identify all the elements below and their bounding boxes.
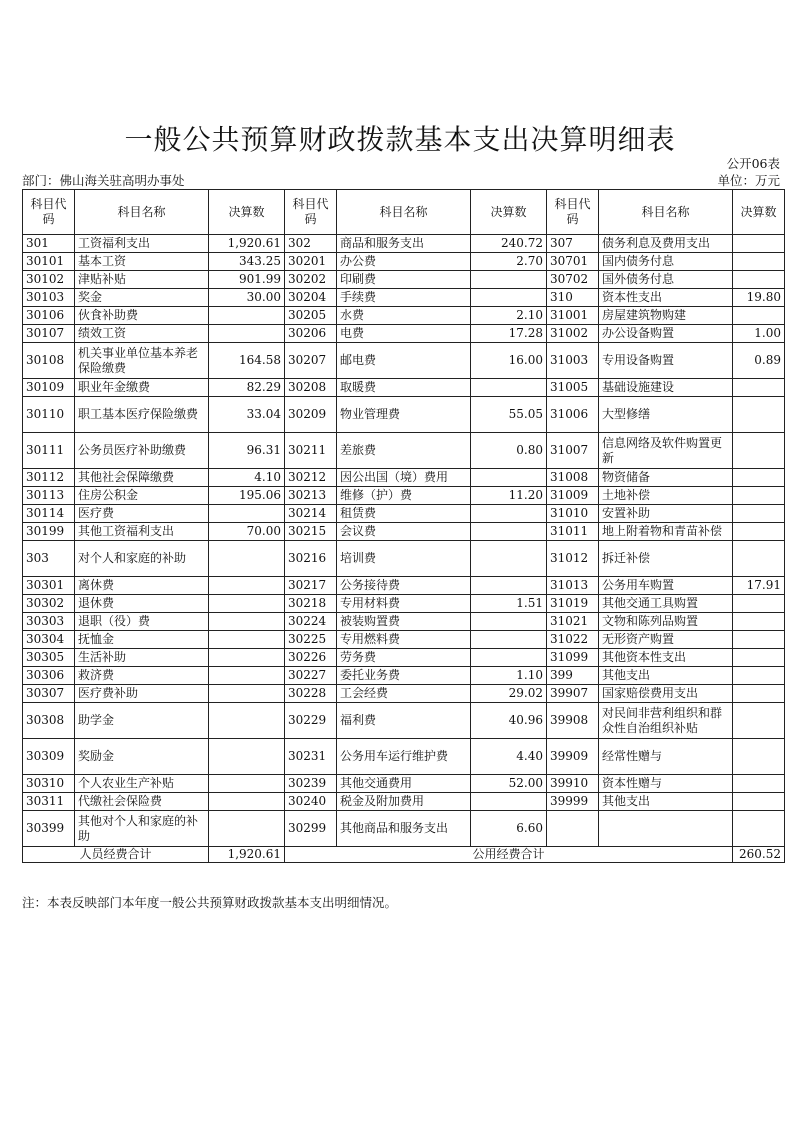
cell-code: 31012 bbox=[547, 541, 599, 577]
footnote: 注：本表反映部门本年度一般公共预算财政拨款基本支出明细情况。 bbox=[22, 895, 398, 910]
table-header-row bbox=[23, 190, 785, 235]
cell-amount: 2.70 bbox=[471, 253, 547, 271]
cell-code: 30305 bbox=[23, 649, 75, 667]
cell-name: 会议费 bbox=[337, 523, 471, 541]
cell-code: 399 bbox=[547, 667, 599, 685]
cell-name: 其他支出 bbox=[599, 793, 733, 811]
cell-code: 30299 bbox=[285, 811, 337, 847]
cell-amount bbox=[471, 505, 547, 523]
cell-code: 30204 bbox=[285, 289, 337, 307]
cell-name: 培训费 bbox=[337, 541, 471, 577]
header-code: 科目代码 bbox=[547, 190, 599, 235]
cell-amount bbox=[209, 307, 285, 325]
cell-code: 31003 bbox=[547, 343, 599, 379]
cell-code: 30106 bbox=[23, 307, 75, 325]
cell-code: 39909 bbox=[547, 739, 599, 775]
table-row bbox=[23, 685, 785, 703]
cell-name: 奖励金 bbox=[75, 739, 209, 775]
cell-amount bbox=[733, 307, 785, 325]
cell-code: 31001 bbox=[547, 307, 599, 325]
cell-code: 31005 bbox=[547, 379, 599, 397]
cell-amount bbox=[733, 775, 785, 793]
cell-name: 救济费 bbox=[75, 667, 209, 685]
cell-code: 30109 bbox=[23, 379, 75, 397]
cell-name: 对民间非营利组织和群众性自治组织补贴 bbox=[599, 703, 733, 739]
cell-name: 水费 bbox=[337, 307, 471, 325]
cell-amount: 2.10 bbox=[471, 307, 547, 325]
cell-code: 30228 bbox=[285, 685, 337, 703]
cell-code: 30311 bbox=[23, 793, 75, 811]
cell-amount: 16.00 bbox=[471, 343, 547, 379]
cell-amount bbox=[733, 739, 785, 775]
personnel-total-label: 人员经费合计 bbox=[23, 847, 209, 863]
cell-amount bbox=[733, 541, 785, 577]
cell-amount: 1.00 bbox=[733, 325, 785, 343]
cell-code: 30306 bbox=[23, 667, 75, 685]
cell-name: 债务利息及费用支出 bbox=[599, 235, 733, 253]
cell-code: 30113 bbox=[23, 487, 75, 505]
cell-code: 30114 bbox=[23, 505, 75, 523]
cell-code: 30213 bbox=[285, 487, 337, 505]
table-row bbox=[23, 289, 785, 307]
cell-name: 取暖费 bbox=[337, 379, 471, 397]
cell-amount: 4.40 bbox=[471, 739, 547, 775]
cell-name: 因公出国（境）费用 bbox=[337, 469, 471, 487]
cell-name: 拆迁补偿 bbox=[599, 541, 733, 577]
cell-name: 资本性支出 bbox=[599, 289, 733, 307]
cell-amount: 17.91 bbox=[733, 577, 785, 595]
cell-code: 30212 bbox=[285, 469, 337, 487]
table-row bbox=[23, 541, 785, 577]
cell-name: 地上附着物和青苗补偿 bbox=[599, 523, 733, 541]
table-row bbox=[23, 523, 785, 541]
cell-amount: 901.99 bbox=[209, 271, 285, 289]
cell-amount bbox=[209, 685, 285, 703]
cell-code: 30301 bbox=[23, 577, 75, 595]
cell-code: 30110 bbox=[23, 397, 75, 433]
cell-name bbox=[599, 811, 733, 847]
cell-amount: 164.58 bbox=[209, 343, 285, 379]
cell-name: 商品和服务支出 bbox=[337, 235, 471, 253]
cell-amount bbox=[209, 325, 285, 343]
cell-code: 30199 bbox=[23, 523, 75, 541]
cell-name: 税金及附加费用 bbox=[337, 793, 471, 811]
cell-code: 30206 bbox=[285, 325, 337, 343]
cell-name: 经常性赠与 bbox=[599, 739, 733, 775]
cell-name: 印刷费 bbox=[337, 271, 471, 289]
cell-code: 30308 bbox=[23, 703, 75, 739]
cell-code: 31099 bbox=[547, 649, 599, 667]
cell-name: 物业管理费 bbox=[337, 397, 471, 433]
cell-name: 被装购置费 bbox=[337, 613, 471, 631]
cell-name: 退职（役）费 bbox=[75, 613, 209, 631]
cell-name: 手续费 bbox=[337, 289, 471, 307]
cell-amount bbox=[471, 271, 547, 289]
cell-name: 离休费 bbox=[75, 577, 209, 595]
cell-code: 30701 bbox=[547, 253, 599, 271]
cell-code: 30229 bbox=[285, 703, 337, 739]
expenditure-table bbox=[22, 189, 785, 863]
cell-amount bbox=[733, 667, 785, 685]
cell-name: 职业年金缴费 bbox=[75, 379, 209, 397]
cell-amount bbox=[209, 613, 285, 631]
cell-code: 30209 bbox=[285, 397, 337, 433]
unit-label: 单位：万元 bbox=[717, 173, 780, 188]
cell-name: 安置补助 bbox=[599, 505, 733, 523]
cell-amount bbox=[733, 649, 785, 667]
cell-name: 伙食补助费 bbox=[75, 307, 209, 325]
cell-name: 租赁费 bbox=[337, 505, 471, 523]
cell-code: 30218 bbox=[285, 595, 337, 613]
public-total-label: 公用经费合计 bbox=[285, 847, 733, 863]
cell-amount bbox=[209, 775, 285, 793]
header-name: 科目名称 bbox=[337, 190, 471, 235]
cell-name: 房屋建筑物购建 bbox=[599, 307, 733, 325]
cell-name: 公务接待费 bbox=[337, 577, 471, 595]
cell-amount: 52.00 bbox=[471, 775, 547, 793]
header-name: 科目名称 bbox=[599, 190, 733, 235]
cell-amount: 195.06 bbox=[209, 487, 285, 505]
cell-name: 国家赔偿费用支出 bbox=[599, 685, 733, 703]
public-total-value: 260.52 bbox=[733, 847, 785, 863]
cell-name: 津贴补贴 bbox=[75, 271, 209, 289]
table-row bbox=[23, 487, 785, 505]
cell-name: 其他社会保障缴费 bbox=[75, 469, 209, 487]
cell-amount bbox=[733, 811, 785, 847]
table-body bbox=[23, 235, 785, 847]
cell-name: 生活补助 bbox=[75, 649, 209, 667]
cell-code: 30208 bbox=[285, 379, 337, 397]
cell-name: 机关事业单位基本养老保险缴费 bbox=[75, 343, 209, 379]
table-row bbox=[23, 775, 785, 793]
cell-amount bbox=[471, 613, 547, 631]
cell-name: 职工基本医疗保险缴费 bbox=[75, 397, 209, 433]
cell-amount: 29.02 bbox=[471, 685, 547, 703]
cell-amount bbox=[733, 379, 785, 397]
cell-amount bbox=[209, 667, 285, 685]
table-row bbox=[23, 739, 785, 775]
cell-amount: 17.28 bbox=[471, 325, 547, 343]
table-row bbox=[23, 379, 785, 397]
table-row bbox=[23, 505, 785, 523]
header-amount: 决算数 bbox=[209, 190, 285, 235]
table-row bbox=[23, 577, 785, 595]
cell-name: 其他支出 bbox=[599, 667, 733, 685]
table-row bbox=[23, 631, 785, 649]
cell-amount bbox=[733, 271, 785, 289]
cell-amount bbox=[733, 613, 785, 631]
cell-name: 无形资产购置 bbox=[599, 631, 733, 649]
cell-amount bbox=[733, 433, 785, 469]
cell-name: 国内债务付息 bbox=[599, 253, 733, 271]
cell-name: 工资福利支出 bbox=[75, 235, 209, 253]
cell-amount bbox=[209, 793, 285, 811]
header-amount: 决算数 bbox=[733, 190, 785, 235]
page-title: 一般公共预算财政拨款基本支出决算明细表 bbox=[124, 123, 676, 156]
cell-code: 30224 bbox=[285, 613, 337, 631]
cell-name: 专用燃料费 bbox=[337, 631, 471, 649]
cell-amount: 19.80 bbox=[733, 289, 785, 307]
table-row bbox=[23, 793, 785, 811]
cell-name: 物资储备 bbox=[599, 469, 733, 487]
cell-name: 维修（护）费 bbox=[337, 487, 471, 505]
cell-code: 30215 bbox=[285, 523, 337, 541]
cell-code: 39907 bbox=[547, 685, 599, 703]
cell-name: 电费 bbox=[337, 325, 471, 343]
cell-code: 30702 bbox=[547, 271, 599, 289]
cell-name: 专用设备购置 bbox=[599, 343, 733, 379]
form-number: 公开06表 bbox=[726, 156, 780, 171]
cell-amount: 40.96 bbox=[471, 703, 547, 739]
cell-code bbox=[547, 811, 599, 847]
cell-amount bbox=[471, 379, 547, 397]
cell-code: 30239 bbox=[285, 775, 337, 793]
cell-code: 31007 bbox=[547, 433, 599, 469]
table-row bbox=[23, 613, 785, 631]
table-row bbox=[23, 307, 785, 325]
cell-amount bbox=[209, 703, 285, 739]
table-row bbox=[23, 271, 785, 289]
cell-code: 30240 bbox=[285, 793, 337, 811]
cell-code: 30207 bbox=[285, 343, 337, 379]
cell-name: 代缴社会保险费 bbox=[75, 793, 209, 811]
cell-code: 30201 bbox=[285, 253, 337, 271]
cell-name: 公务员医疗补助缴费 bbox=[75, 433, 209, 469]
cell-name: 绩效工资 bbox=[75, 325, 209, 343]
cell-amount: 30.00 bbox=[209, 289, 285, 307]
cell-amount: 55.05 bbox=[471, 397, 547, 433]
cell-code: 30108 bbox=[23, 343, 75, 379]
cell-amount bbox=[733, 703, 785, 739]
cell-amount bbox=[733, 487, 785, 505]
cell-code: 302 bbox=[285, 235, 337, 253]
cell-code: 30205 bbox=[285, 307, 337, 325]
cell-code: 30202 bbox=[285, 271, 337, 289]
cell-name: 劳务费 bbox=[337, 649, 471, 667]
cell-name: 其他对个人和家庭的补助 bbox=[75, 811, 209, 847]
cell-code: 30107 bbox=[23, 325, 75, 343]
cell-code: 303 bbox=[23, 541, 75, 577]
cell-amount bbox=[471, 577, 547, 595]
cell-amount bbox=[209, 649, 285, 667]
cell-name: 文物和陈列品购置 bbox=[599, 613, 733, 631]
cell-code: 30227 bbox=[285, 667, 337, 685]
cell-code: 30111 bbox=[23, 433, 75, 469]
cell-amount: 1.51 bbox=[471, 595, 547, 613]
cell-code: 31013 bbox=[547, 577, 599, 595]
cell-name: 福利费 bbox=[337, 703, 471, 739]
cell-amount: 6.60 bbox=[471, 811, 547, 847]
cell-code: 30303 bbox=[23, 613, 75, 631]
cell-code: 31006 bbox=[547, 397, 599, 433]
cell-amount: 1,920.61 bbox=[209, 235, 285, 253]
cell-name: 邮电费 bbox=[337, 343, 471, 379]
cell-name: 办公设备购置 bbox=[599, 325, 733, 343]
cell-amount: 0.80 bbox=[471, 433, 547, 469]
cell-amount: 343.25 bbox=[209, 253, 285, 271]
department-name: 佛山海关驻高明办事处 bbox=[59, 173, 185, 188]
department bbox=[22, 171, 185, 189]
cell-amount bbox=[471, 631, 547, 649]
total-row bbox=[23, 847, 785, 863]
cell-name: 奖金 bbox=[75, 289, 209, 307]
cell-amount bbox=[733, 595, 785, 613]
cell-name: 基本工资 bbox=[75, 253, 209, 271]
cell-name: 助学金 bbox=[75, 703, 209, 739]
cell-code: 30302 bbox=[23, 595, 75, 613]
cell-code: 30307 bbox=[23, 685, 75, 703]
cell-code: 31021 bbox=[547, 613, 599, 631]
header-code: 科目代码 bbox=[285, 190, 337, 235]
table-row bbox=[23, 433, 785, 469]
cell-code: 307 bbox=[547, 235, 599, 253]
cell-name: 差旅费 bbox=[337, 433, 471, 469]
cell-name: 其他交通费用 bbox=[337, 775, 471, 793]
cell-amount: 96.31 bbox=[209, 433, 285, 469]
cell-amount bbox=[733, 793, 785, 811]
cell-code: 31002 bbox=[547, 325, 599, 343]
cell-amount: 82.29 bbox=[209, 379, 285, 397]
table-row bbox=[23, 397, 785, 433]
cell-amount bbox=[733, 631, 785, 649]
cell-amount bbox=[471, 523, 547, 541]
cell-name: 退休费 bbox=[75, 595, 209, 613]
cell-code: 30225 bbox=[285, 631, 337, 649]
table-row bbox=[23, 667, 785, 685]
cell-name: 医疗费补助 bbox=[75, 685, 209, 703]
cell-amount bbox=[471, 541, 547, 577]
cell-code: 30211 bbox=[285, 433, 337, 469]
cell-amount bbox=[733, 397, 785, 433]
cell-code: 30214 bbox=[285, 505, 337, 523]
cell-amount bbox=[733, 505, 785, 523]
cell-code: 30112 bbox=[23, 469, 75, 487]
cell-name: 其他商品和服务支出 bbox=[337, 811, 471, 847]
cell-code: 30217 bbox=[285, 577, 337, 595]
cell-code: 31019 bbox=[547, 595, 599, 613]
cell-amount: 11.20 bbox=[471, 487, 547, 505]
cell-amount bbox=[209, 631, 285, 649]
cell-name: 资本性赠与 bbox=[599, 775, 733, 793]
cell-name: 个人农业生产补贴 bbox=[75, 775, 209, 793]
cell-name: 工会经费 bbox=[337, 685, 471, 703]
cell-amount: 1.10 bbox=[471, 667, 547, 685]
cell-amount: 0.89 bbox=[733, 343, 785, 379]
cell-amount bbox=[471, 649, 547, 667]
cell-code: 301 bbox=[23, 235, 75, 253]
cell-amount bbox=[471, 793, 547, 811]
cell-amount bbox=[471, 289, 547, 307]
cell-name: 住房公积金 bbox=[75, 487, 209, 505]
cell-amount bbox=[209, 541, 285, 577]
cell-amount bbox=[733, 253, 785, 271]
cell-name: 抚恤金 bbox=[75, 631, 209, 649]
cell-code: 31011 bbox=[547, 523, 599, 541]
cell-amount bbox=[209, 595, 285, 613]
cell-code: 31008 bbox=[547, 469, 599, 487]
cell-code: 31009 bbox=[547, 487, 599, 505]
cell-amount bbox=[209, 739, 285, 775]
cell-code: 30304 bbox=[23, 631, 75, 649]
cell-amount: 240.72 bbox=[471, 235, 547, 253]
table-row bbox=[23, 469, 785, 487]
cell-code: 30216 bbox=[285, 541, 337, 577]
cell-name: 其他资本性支出 bbox=[599, 649, 733, 667]
cell-amount bbox=[733, 235, 785, 253]
cell-name: 信息网络及软件购置更新 bbox=[599, 433, 733, 469]
cell-amount bbox=[209, 505, 285, 523]
cell-name: 其他工资福利支出 bbox=[75, 523, 209, 541]
cell-name: 基础设施建设 bbox=[599, 379, 733, 397]
table-row bbox=[23, 811, 785, 847]
cell-name: 其他交通工具购置 bbox=[599, 595, 733, 613]
header-name: 科目名称 bbox=[75, 190, 209, 235]
cell-code: 39910 bbox=[547, 775, 599, 793]
cell-name: 公务用车运行维护费 bbox=[337, 739, 471, 775]
cell-amount: 33.04 bbox=[209, 397, 285, 433]
cell-code: 31022 bbox=[547, 631, 599, 649]
table-row bbox=[23, 253, 785, 271]
cell-code: 30310 bbox=[23, 775, 75, 793]
cell-amount bbox=[733, 523, 785, 541]
cell-name: 对个人和家庭的补助 bbox=[75, 541, 209, 577]
table-row bbox=[23, 235, 785, 253]
cell-name: 土地补偿 bbox=[599, 487, 733, 505]
header-code: 科目代码 bbox=[23, 190, 75, 235]
cell-amount bbox=[733, 685, 785, 703]
cell-name: 大型修缮 bbox=[599, 397, 733, 433]
cell-code: 30103 bbox=[23, 289, 75, 307]
cell-name: 医疗费 bbox=[75, 505, 209, 523]
cell-code: 30226 bbox=[285, 649, 337, 667]
table-row bbox=[23, 343, 785, 379]
cell-code: 30399 bbox=[23, 811, 75, 847]
cell-amount bbox=[471, 469, 547, 487]
table-row bbox=[23, 649, 785, 667]
cell-code: 30309 bbox=[23, 739, 75, 775]
cell-name: 办公费 bbox=[337, 253, 471, 271]
table-row bbox=[23, 325, 785, 343]
cell-code: 30231 bbox=[285, 739, 337, 775]
cell-code: 39999 bbox=[547, 793, 599, 811]
cell-code: 31010 bbox=[547, 505, 599, 523]
table-row bbox=[23, 595, 785, 613]
cell-name: 委托业务费 bbox=[337, 667, 471, 685]
table-row bbox=[23, 703, 785, 739]
cell-amount: 4.10 bbox=[209, 469, 285, 487]
cell-name: 专用材料费 bbox=[337, 595, 471, 613]
cell-name: 国外债务付息 bbox=[599, 271, 733, 289]
header-amount: 决算数 bbox=[471, 190, 547, 235]
cell-code: 30101 bbox=[23, 253, 75, 271]
cell-name: 公务用车购置 bbox=[599, 577, 733, 595]
cell-code: 30102 bbox=[23, 271, 75, 289]
cell-amount: 70.00 bbox=[209, 523, 285, 541]
cell-code: 310 bbox=[547, 289, 599, 307]
department-label: 部门： bbox=[22, 173, 60, 188]
cell-code: 39908 bbox=[547, 703, 599, 739]
cell-amount bbox=[209, 577, 285, 595]
personnel-total-value: 1,920.61 bbox=[209, 847, 285, 863]
cell-amount bbox=[733, 469, 785, 487]
cell-amount bbox=[209, 811, 285, 847]
